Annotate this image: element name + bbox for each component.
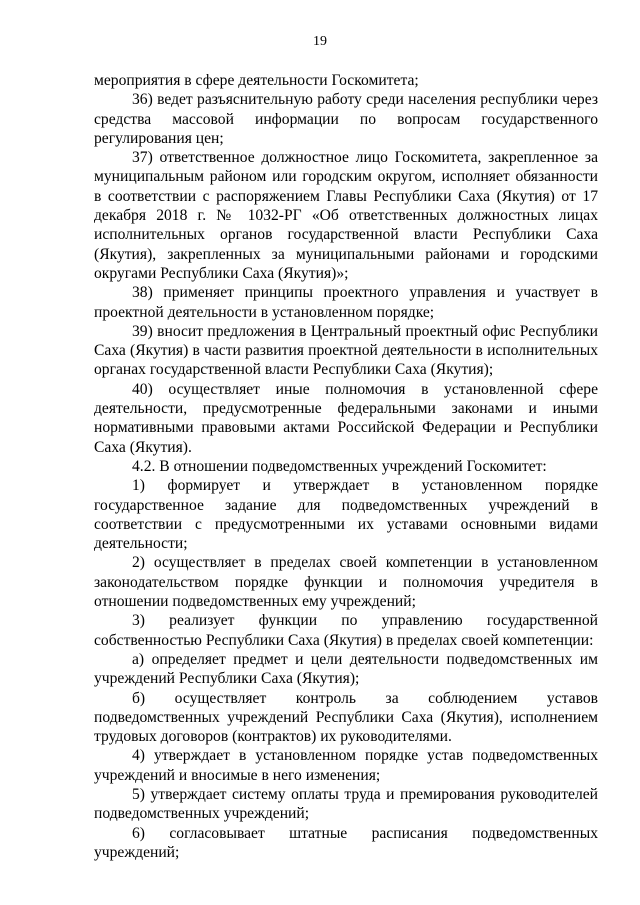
paragraph-subitem-3b: б) осуществляет контроль за соблюдением уставов подведомственных учреждений Республики Саха (Якутия), исполнением трудовых договоров (контрактов) их руководителями. xyxy=(94,689,598,746)
paragraph-subitem-4: 4) утверждает в установленном порядке устав подведомственных учреждений и вносимые в него изменения; xyxy=(94,747,598,784)
paragraph-item-36: 36) ведет разъяснительную работу среди населения республики через средства массовой информации по вопросам государственного регулирования цен; xyxy=(94,91,598,147)
paragraph-item-37: 37) ответственное должностное лицо Госкомитета, закрепленное за муниципальным районом или городским округом, исполняет обязанности в соответствии с распоряжением Главы Республики Саха (Якутия) от 17 декабря 2018 г. № 1032-РГ «Об ответственных должностных лицах исполнительных органов государственной власти Республики Саха (Якутия), закрепленных за муниципальными районами и городскими округами Республики Саха (Якутия)»; xyxy=(94,149,598,282)
paragraph-subitem-5: 5) утверждает систему оплаты труда и премирования руководителей подведомственных учреждений; xyxy=(94,785,598,823)
paragraph-item-38: 38) применяет принципы проектного управления и участвует в проектной деятельности в установленном порядке; xyxy=(94,284,598,321)
section-heading-4-2: 4.2. В отношении подведомственных учреждений Госкомитет: xyxy=(132,457,547,475)
page-number: 19 xyxy=(313,34,327,49)
paragraph-continuation: мероприятия в сфере деятельности Госкомитета; xyxy=(94,72,419,89)
paragraph-item-40: 40) осуществляет иные полномочия в установленной сфере деятельности, предусмотренные федеральными законами и иными нормативными правовыми актами Российской Федерации и Республики Саха (Якутия). xyxy=(94,380,598,456)
document-body xyxy=(94,71,598,862)
paragraph-subitem-6: 6) согласовывает штатные расписания подведомственных учреждений; xyxy=(94,824,598,861)
paragraph-subitem-3: 3) реализует функции по управлению государственной собственностью Республики Саха (Якутия) в пределах своей компетенции: xyxy=(94,612,598,649)
paragraph-subitem-1: 1) формирует и утверждает в установленном порядке государственное задание для подведомственных учреждений в соответствии с предусмотренными их уставами основными видами деятельности; xyxy=(94,477,598,553)
paragraph-subitem-3a: а) определяет предмет и цели деятельности подведомственных им учреждений Республики Саха (Якутия); xyxy=(94,650,598,688)
paragraph-item-39: 39) вносит предложения в Центральный проектный офис Республики Саха (Якутия) в части развития проектной деятельности в исполнительных органах государственной власти Республики Саха (Якутия); xyxy=(94,322,598,379)
paragraph-subitem-2: 2) осуществляет в пределах своей компетенции в установленном законодательством порядке функции и полномочия учредителя в отношении подведомственных ему учреждений; xyxy=(94,554,598,611)
